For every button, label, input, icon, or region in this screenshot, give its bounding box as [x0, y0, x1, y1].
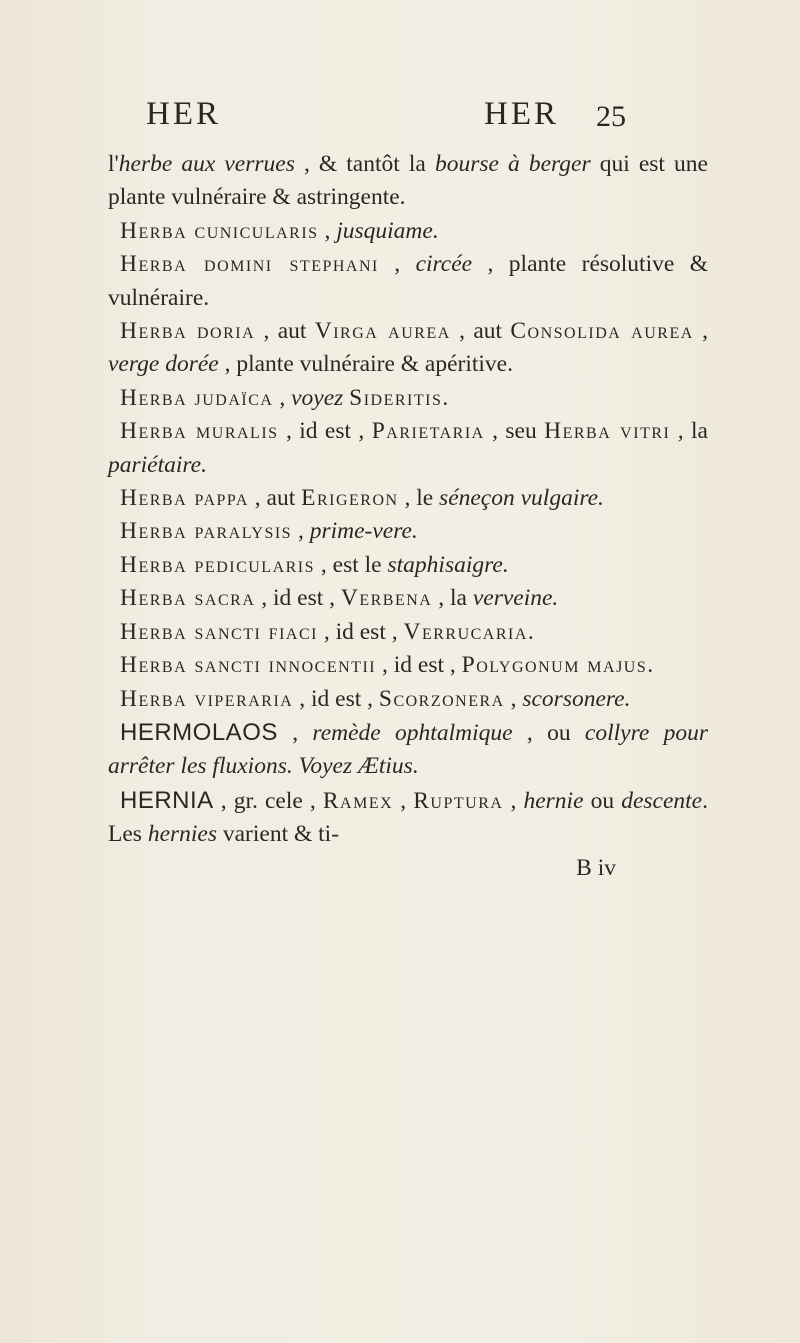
entry-herba-sacra: Herba sacra , id est , Verbena , la verveine.	[120, 585, 559, 612]
signature-mark: B iv	[576, 854, 616, 881]
dictionary-text	[108, 148, 708, 885]
entry-hermolaos: HERMOLAOS , remède ophtalmique , ou collyre pour arrêter les fluxions. Voyez Ætius.	[108, 718, 709, 780]
entry-herba-viperaria: Herba viperaria , id est , Scorzonera , scorsonere.	[120, 685, 631, 712]
entry-herba-domini-stephani: Herba domini stephani , circée , plante résolutive & vulnéraire.	[108, 251, 708, 311]
entry-herba-judaica: Herba judaïca , voyez Sideritis.	[120, 384, 450, 411]
entry-herba-cunicularis: Herba cunicularis , jusquiame.	[120, 217, 439, 244]
entry-herba-doria: Herba doria , aut Virga aurea , aut Consolida aurea , verge dorée , plante vulnéraire & apéritive.	[108, 318, 708, 378]
header-right: HER	[484, 96, 559, 132]
header-left: HER	[146, 96, 221, 132]
running-header	[146, 96, 626, 146]
entry-herba-paralysis: Herba paralysis , prime-vere.	[120, 518, 418, 545]
entry-hernia: HERNIA , gr. cele , Ramex , Ruptura , hernie ou descente. Les hernies varient & ti-	[108, 786, 708, 848]
entry-herba-muralis: Herba muralis , id est , Parietaria , seu Herba vitri , la pariétaire.	[108, 418, 708, 478]
page-number: 25	[596, 100, 626, 133]
entry-herba-pappa: Herba pappa , aut Erigeron , le séneçon vulgaire.	[120, 485, 604, 512]
entry-herba-sancti-fiaci: Herba sancti fiaci , id est , Verrucaria.	[120, 618, 536, 645]
entry-herbe-aux-verrues: l'herbe aux verrues , & tantôt la bourse à berger qui est une plante vulnéraire & astringente.	[108, 151, 708, 211]
entry-herba-pedicularis: Herba pedicularis , est le staphisaigre.	[120, 551, 509, 578]
entry-herba-sancti-innocentii: Herba sancti innocentii , id est , Polygonum majus.	[120, 652, 655, 679]
